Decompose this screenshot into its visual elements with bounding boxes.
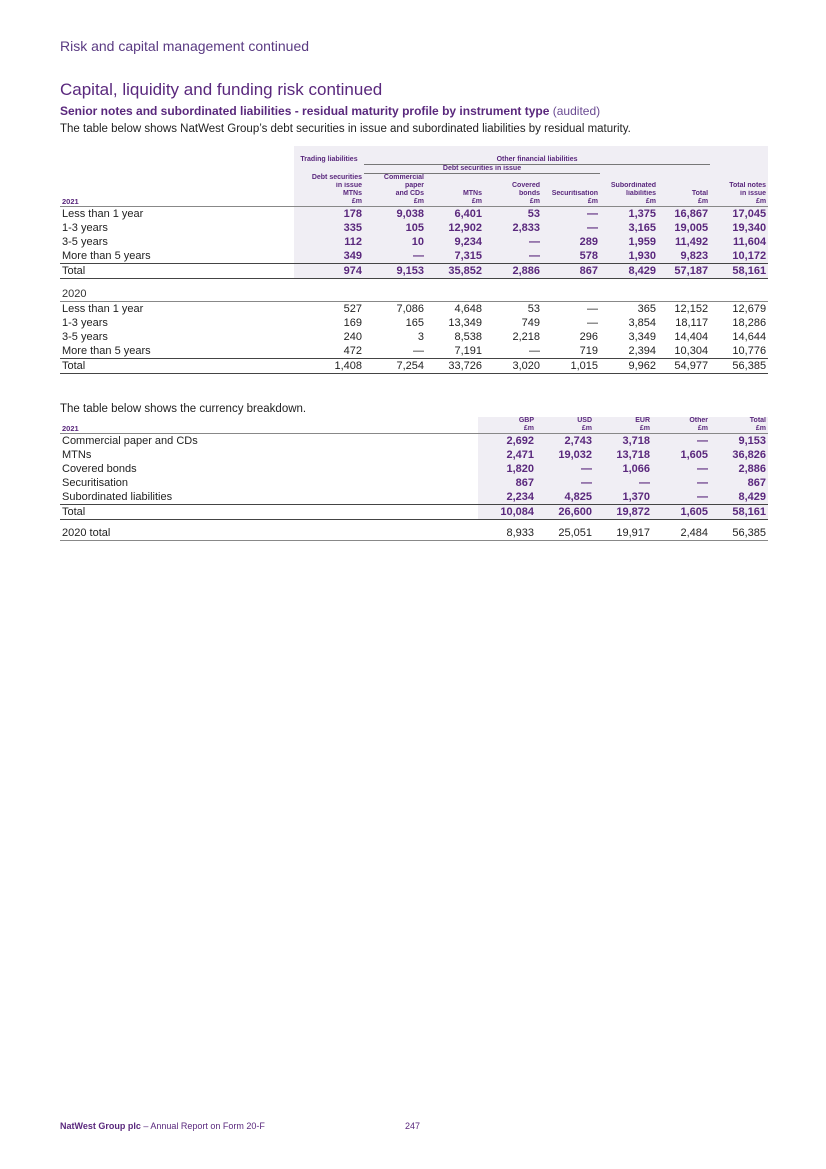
- row-label: Securitisation: [62, 477, 129, 489]
- row-label: 3-5 years: [62, 235, 108, 248]
- blank-cell: [294, 278, 364, 301]
- column-header: MTNs: [426, 190, 484, 198]
- value-cell: 14,404: [674, 330, 709, 343]
- blank-cell: [710, 146, 768, 164]
- blank-cell: [294, 164, 364, 173]
- total-row-2020: [60, 358, 768, 373]
- currency-row: [60, 462, 768, 476]
- column-header: £m: [542, 198, 600, 207]
- column-header: in issue: [710, 190, 768, 198]
- value-cell: 13,349: [448, 316, 482, 329]
- value-cell: 10,304: [674, 344, 709, 357]
- value-cell: 19,032: [536, 448, 594, 462]
- row-label: Covered bonds: [62, 463, 137, 475]
- page-title: Capital, liquidity and funding risk continued: [60, 80, 383, 99]
- blank-cell: [484, 278, 542, 301]
- value-cell: 296: [579, 330, 598, 343]
- value-cell: 12,902: [426, 221, 484, 235]
- blank-cell: [658, 164, 710, 173]
- blank-cell: [60, 164, 294, 173]
- maturity-row-2020: [60, 344, 768, 359]
- value-cell: 112: [294, 235, 364, 249]
- row-label: Less than 1 year: [60, 206, 294, 221]
- value-cell: 7,315: [426, 249, 484, 264]
- currency-header-row: [60, 417, 768, 425]
- value-cell: 56,385: [710, 526, 768, 541]
- value-cell: 2,833: [484, 221, 542, 235]
- column-header: £m: [294, 198, 364, 207]
- value-cell: 1,605: [652, 505, 710, 520]
- column-header: in issue: [294, 182, 364, 190]
- value-cell: 19,872: [594, 505, 652, 520]
- value-cell: 19,005: [658, 221, 710, 235]
- value-cell: 58,161: [710, 263, 768, 278]
- value-cell: 2,484: [652, 526, 710, 541]
- column-header: £m: [364, 198, 426, 207]
- footer-company: NatWest Group plc: [60, 1121, 141, 1131]
- value-cell: 3,020: [484, 358, 542, 373]
- year-label: [60, 190, 294, 198]
- value-cell: 3,349: [628, 330, 656, 343]
- value-cell: 9,038: [364, 206, 426, 221]
- value-cell: 2,743: [536, 434, 594, 449]
- value-cell: 53: [527, 302, 540, 315]
- maturity-row-2021: [60, 206, 768, 221]
- value-cell: 4,648: [454, 302, 482, 315]
- column-header: USD: [536, 417, 594, 425]
- column-header: £m: [426, 198, 484, 207]
- value-cell: 1,015: [542, 358, 600, 373]
- value-cell: 2,471: [478, 448, 536, 462]
- column-header: [426, 182, 484, 190]
- value-cell: 719: [579, 344, 598, 357]
- value-cell: 165: [405, 316, 424, 329]
- column-header-row: [60, 198, 768, 207]
- value-cell: 8,538: [454, 330, 482, 343]
- value-cell: —: [536, 476, 594, 490]
- row-label: 1-3 years: [62, 316, 108, 329]
- year-row-2020: [60, 278, 768, 301]
- row-label: 3-5 years: [62, 330, 108, 343]
- value-cell: 2,886: [484, 263, 542, 278]
- value-cell: 1,605: [652, 448, 710, 462]
- total-row-2021: [60, 263, 768, 278]
- value-cell: 349: [294, 249, 364, 264]
- column-header: Total: [710, 417, 768, 425]
- blank-cell: [658, 278, 710, 301]
- value-cell: 10: [364, 235, 426, 249]
- value-cell: 365: [637, 302, 656, 315]
- value-cell: —: [652, 434, 710, 449]
- value-cell: 9,962: [600, 358, 658, 373]
- value-cell: 749: [521, 316, 540, 329]
- row-label: More than 5 years: [62, 249, 151, 262]
- value-cell: 26,600: [536, 505, 594, 520]
- value-cell: 9,153: [710, 434, 768, 449]
- table-subtitle: [60, 104, 600, 118]
- value-cell: 10,776: [732, 344, 767, 357]
- value-cell: —: [484, 235, 542, 249]
- value-cell: 13,718: [594, 448, 652, 462]
- column-header: £m: [658, 198, 710, 207]
- value-cell: 169: [343, 316, 362, 329]
- column-header-row: [60, 182, 768, 190]
- value-cell: 2,886: [710, 462, 768, 476]
- maturity-row-2020: [60, 301, 768, 316]
- column-header: MTNs: [294, 190, 364, 198]
- value-cell: 8,429: [600, 263, 658, 278]
- value-cell: 2,234: [478, 490, 536, 505]
- footer-doc: Annual Report on Form 20-F: [150, 1121, 265, 1131]
- value-cell: —: [652, 462, 710, 476]
- column-header: [542, 182, 600, 190]
- value-cell: —: [587, 316, 598, 329]
- value-cell: 8,429: [710, 490, 768, 505]
- value-cell: 1,930: [600, 249, 658, 264]
- subtitle-main: Senior notes and subordinated liabilities - residual maturity profile by instrument type: [60, 104, 550, 118]
- value-cell: 11,492: [658, 235, 710, 249]
- column-header: [542, 173, 600, 182]
- column-header: [484, 173, 542, 182]
- column-header: Total notes: [710, 182, 768, 190]
- column-header: paper: [364, 182, 426, 190]
- value-cell: 53: [484, 206, 542, 221]
- maturity-row-2021: [60, 249, 768, 264]
- blank-cell: [710, 164, 768, 173]
- section-header: Risk and capital management continued: [60, 38, 310, 54]
- value-cell: 240: [343, 330, 362, 343]
- currency-row: [60, 434, 768, 449]
- column-header: GBP: [478, 417, 536, 425]
- column-header: bonds: [484, 190, 542, 198]
- value-cell: 1,370: [594, 490, 652, 505]
- row-label: Total: [60, 358, 294, 373]
- blank-cell: [542, 278, 600, 301]
- column-header: £m: [536, 425, 594, 434]
- value-cell: 12,152: [674, 302, 709, 315]
- value-cell: 12,679: [732, 302, 767, 315]
- value-cell: 527: [343, 302, 362, 315]
- audited-note: (audited): [552, 104, 601, 118]
- value-cell: 578: [542, 249, 600, 264]
- value-cell: 25,051: [536, 526, 594, 541]
- value-cell: —: [529, 344, 540, 357]
- value-cell: —: [536, 462, 594, 476]
- year-label: 2021: [60, 198, 294, 207]
- blank-cell: [60, 146, 294, 164]
- value-cell: 57,187: [658, 263, 710, 278]
- currency-intro: The table below shows the currency breakdown.: [60, 403, 307, 415]
- value-cell: 33,726: [426, 358, 484, 373]
- column-header-row: [60, 173, 768, 182]
- value-cell: 2,394: [628, 344, 656, 357]
- maturity-row-2020: [60, 330, 768, 344]
- value-cell: 35,852: [426, 263, 484, 278]
- currency-total-row: [60, 505, 768, 520]
- currency-total-2020-row: [60, 526, 768, 541]
- value-cell: 56,385: [710, 358, 768, 373]
- value-cell: —: [413, 344, 424, 357]
- column-header: and CDs: [364, 190, 426, 198]
- value-cell: 1,066: [594, 462, 652, 476]
- blank-cell: [364, 278, 426, 301]
- column-header: Total: [658, 190, 710, 198]
- column-header: £m: [600, 198, 658, 207]
- year-label: [60, 173, 294, 182]
- page-number: 247: [405, 1121, 421, 1131]
- column-header: £m: [478, 425, 536, 434]
- value-cell: 9,823: [658, 249, 710, 264]
- column-header: [658, 182, 710, 190]
- value-cell: —: [587, 302, 598, 315]
- column-header: Other: [652, 417, 710, 425]
- year-label: [60, 182, 294, 190]
- value-cell: 7,191: [454, 344, 482, 357]
- value-cell: —: [364, 249, 426, 264]
- intro-text: The table below shows NatWest Group’s debt securities in issue and subordinated liabilities by residual maturity.: [60, 123, 631, 135]
- maturity-row-2021: [60, 221, 768, 235]
- column-header: £m: [652, 425, 710, 434]
- row-label: 2020 total: [60, 526, 478, 541]
- debt-group-row: [60, 164, 768, 173]
- value-cell: 289: [542, 235, 600, 249]
- value-cell: 19,917: [594, 526, 652, 541]
- column-header: Commercial: [364, 173, 426, 182]
- value-cell: 11,604: [710, 235, 768, 249]
- value-cell: 54,977: [658, 358, 710, 373]
- column-header: Subordinated: [600, 182, 658, 190]
- year-label-2020: 2020: [60, 278, 294, 301]
- column-header: Securitisation: [542, 190, 600, 198]
- value-cell: 7,254: [364, 358, 426, 373]
- value-cell: 1,959: [600, 235, 658, 249]
- row-label: Less than 1 year: [62, 302, 144, 315]
- maturity-row-2021: [60, 235, 768, 249]
- column-header: £m: [710, 198, 768, 207]
- blank-cell: [600, 278, 658, 301]
- maturity-row-2020: [60, 316, 768, 330]
- value-cell: —: [542, 221, 600, 235]
- value-cell: 18,286: [732, 316, 767, 329]
- value-cell: —: [652, 490, 710, 505]
- value-cell: 178: [294, 206, 364, 221]
- row-label: Commercial paper and CDs: [62, 435, 198, 447]
- value-cell: 3: [417, 330, 424, 343]
- row-label: Total: [60, 263, 294, 278]
- value-cell: 36,826: [710, 448, 768, 462]
- value-cell: 14,644: [732, 330, 767, 343]
- footer: [60, 1121, 265, 1131]
- row-label: 1-3 years: [62, 221, 108, 234]
- value-cell: 9,153: [364, 263, 426, 278]
- value-cell: 335: [294, 221, 364, 235]
- currency-row: [60, 448, 768, 462]
- currency-table: [60, 417, 768, 541]
- column-header: £m: [484, 198, 542, 207]
- column-header-row: [60, 190, 768, 198]
- value-cell: 974: [294, 263, 364, 278]
- other-group-label: Other financial liabilities: [364, 146, 710, 164]
- value-cell: 105: [364, 221, 426, 235]
- column-header: EUR: [594, 417, 652, 425]
- year-label: 2021: [60, 425, 478, 434]
- value-cell: 1,408: [294, 358, 364, 373]
- currency-header-row: [60, 425, 768, 434]
- value-cell: 867: [710, 476, 768, 490]
- value-cell: 6,401: [426, 206, 484, 221]
- value-cell: 472: [343, 344, 362, 357]
- column-header: Covered: [484, 182, 542, 190]
- value-cell: 10,172: [710, 249, 768, 264]
- maturity-table: [60, 146, 768, 374]
- currency-row: [60, 476, 768, 490]
- value-cell: 4,825: [536, 490, 594, 505]
- year-label: [60, 417, 478, 425]
- group-header-row: [60, 146, 768, 164]
- value-cell: 9,234: [426, 235, 484, 249]
- value-cell: 58,161: [710, 505, 768, 520]
- blank-cell: [600, 164, 658, 173]
- column-header: [426, 173, 484, 182]
- row-label: Subordinated liabilities: [62, 491, 173, 503]
- value-cell: 867: [478, 476, 536, 490]
- value-cell: 19,340: [710, 221, 768, 235]
- value-cell: 1,375: [600, 206, 658, 221]
- row-label: Total: [60, 505, 478, 520]
- column-header: [600, 173, 658, 182]
- trading-group-label: Trading liabilities: [294, 146, 364, 164]
- value-cell: —: [484, 249, 542, 264]
- value-cell: —: [594, 476, 652, 490]
- row-label: MTNs: [62, 449, 92, 461]
- debt-group-label: Debt securities in issue: [364, 164, 600, 173]
- value-cell: 3,165: [600, 221, 658, 235]
- value-cell: 18,117: [675, 316, 709, 329]
- column-header: [710, 173, 768, 182]
- value-cell: 3,854: [628, 316, 656, 329]
- value-cell: 7,086: [396, 302, 424, 315]
- value-cell: 10,084: [478, 505, 536, 520]
- column-header: [658, 173, 710, 182]
- currency-row: [60, 490, 768, 505]
- blank-cell: [426, 278, 484, 301]
- value-cell: 17,045: [710, 206, 768, 221]
- column-header: liabilities: [600, 190, 658, 198]
- column-header: Debt securities: [294, 173, 364, 182]
- blank-cell: [710, 278, 768, 301]
- footer-sep: –: [140, 1121, 151, 1131]
- value-cell: 16,867: [658, 206, 710, 221]
- value-cell: 867: [542, 263, 600, 278]
- row-label: More than 5 years: [62, 344, 151, 357]
- column-header: £m: [594, 425, 652, 434]
- column-header: £m: [710, 425, 768, 434]
- value-cell: 1,820: [478, 462, 536, 476]
- value-cell: 2,692: [478, 434, 536, 449]
- value-cell: 8,933: [478, 526, 536, 541]
- value-cell: 2,218: [512, 330, 540, 343]
- value-cell: 3,718: [594, 434, 652, 449]
- value-cell: —: [542, 206, 600, 221]
- value-cell: —: [652, 476, 710, 490]
